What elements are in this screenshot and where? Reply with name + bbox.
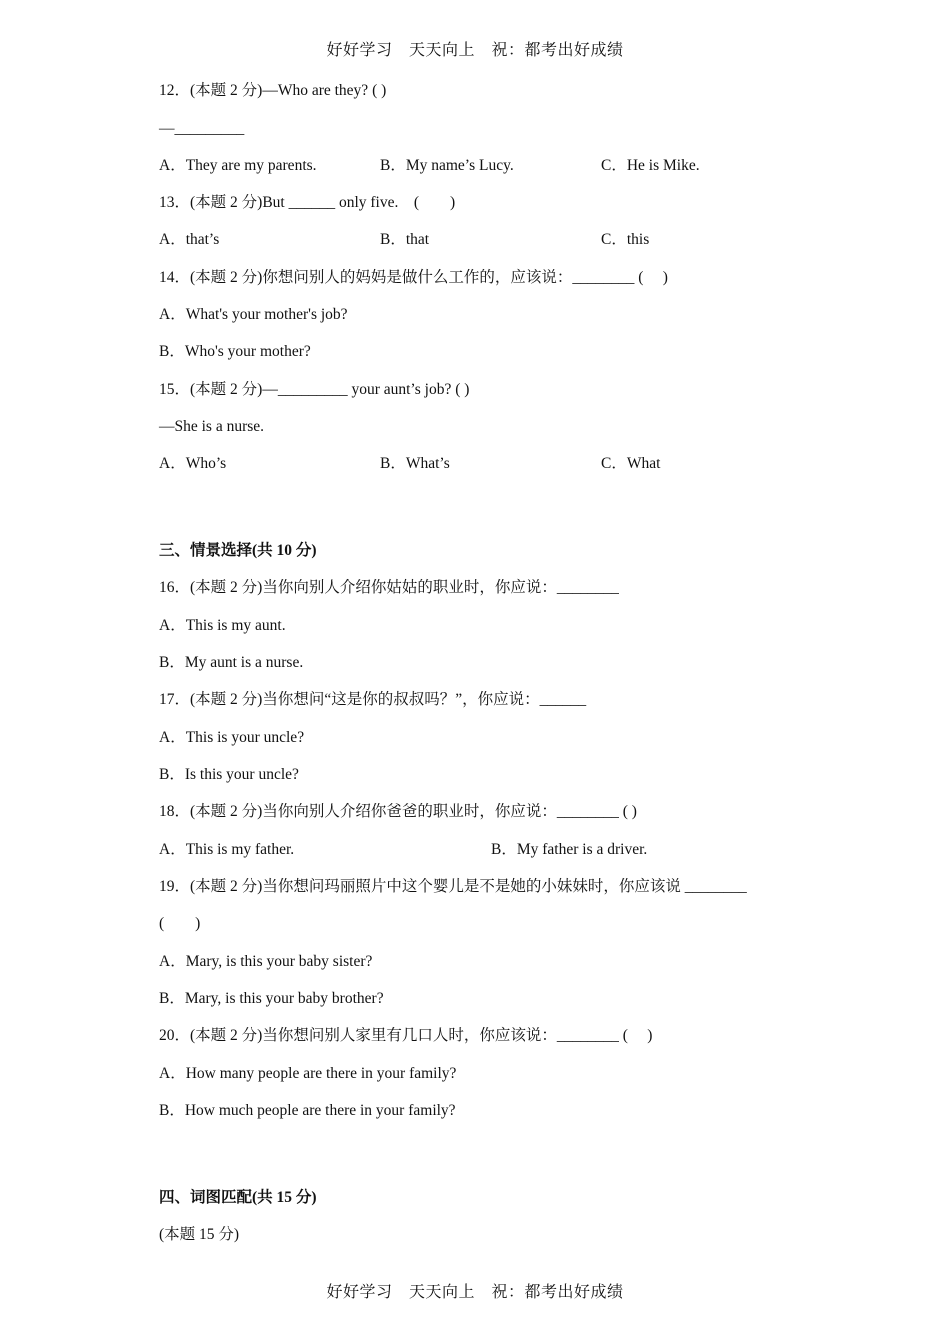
section-4-note: (本题 15 分) bbox=[159, 1226, 240, 1243]
section-4-title: 四、词图匹配(共 15 分) bbox=[159, 1189, 317, 1206]
question-18-option-a: A．This is my father. bbox=[159, 841, 295, 858]
question-19-stem: 19．(本题 2 分)当你想问玛丽照片中这个婴儿是不是她的小妹妹时，你应该说 ________ bbox=[159, 878, 747, 895]
question-15-option-a: A．Who’s bbox=[159, 455, 227, 472]
section-3-title: 三、情景选择(共 10 分) bbox=[159, 542, 317, 559]
question-16-option-a: A．This is my aunt. bbox=[159, 617, 286, 634]
question-13-option-b: B．that bbox=[380, 231, 430, 248]
question-13-stem: 13．(本题 2 分)But ______ only five. ( ) bbox=[159, 194, 456, 211]
question-15-option-b: B．What’s bbox=[380, 455, 450, 472]
question-18-stem: 18．(本题 2 分)当你向别人介绍你爸爸的职业时，你应说：________ ( ) bbox=[159, 803, 637, 820]
question-13-option-a: A．that’s bbox=[159, 231, 220, 248]
question-14-stem: 14．(本题 2 分)你想问别人的妈妈是做什么工作的，应该说：________ ( ) bbox=[159, 269, 668, 286]
question-20-option-a: A．How many people are there in your family? bbox=[159, 1065, 457, 1082]
question-16-stem: 16．(本题 2 分)当你向别人介绍你姑姑的职业时，你应说：________ bbox=[159, 579, 619, 596]
question-17-option-b: B．Is this your uncle? bbox=[159, 766, 299, 783]
question-14-option-b: B．Who's your mother? bbox=[159, 343, 311, 360]
question-16-option-b: B．My aunt is a nurse. bbox=[159, 654, 304, 671]
question-12-option-b: B．My name’s Lucy. bbox=[380, 157, 514, 174]
question-20-stem: 20．(本题 2 分)当你想问别人家里有几口人时，你应该说：________ ( ) bbox=[159, 1027, 653, 1044]
page-footer: 好好学习 天天向上 祝：都考出好成绩 bbox=[326, 1284, 624, 1301]
question-13-option-c: C．this bbox=[601, 231, 650, 248]
question-14-option-a: A．What's your mother's job? bbox=[159, 306, 348, 323]
question-19-option-b: B．Mary, is this your baby brother? bbox=[159, 990, 384, 1007]
question-17-option-a: A．This is your uncle? bbox=[159, 729, 305, 746]
question-18-option-b: B．My father is a driver. bbox=[491, 841, 648, 858]
question-17-stem: 17．(本题 2 分)当你想问“这是你的叔叔吗？”，你应说：______ bbox=[159, 691, 587, 708]
question-19-stem-continued: ( ) bbox=[159, 915, 201, 932]
question-12-stem: 12．(本题 2 分)—Who are they? ( ) bbox=[159, 82, 387, 99]
question-12-option-a: A．They are my parents. bbox=[159, 157, 317, 174]
question-12-option-c: C．He is Mike. bbox=[601, 157, 700, 174]
page-header: 好好学习 天天向上 祝：都考出好成绩 bbox=[326, 42, 624, 59]
question-15-stem: 15．(本题 2 分)—_________ your aunt’s job? ( ) bbox=[159, 381, 470, 398]
question-12-answer-line: —_________ bbox=[159, 120, 245, 137]
question-20-option-b: B．How much people are there in your family? bbox=[159, 1102, 456, 1119]
question-15-answer-line: —She is a nurse. bbox=[159, 418, 265, 435]
question-15-option-c: C．What bbox=[601, 455, 661, 472]
question-19-option-a: A．Mary, is this your baby sister? bbox=[159, 953, 373, 970]
